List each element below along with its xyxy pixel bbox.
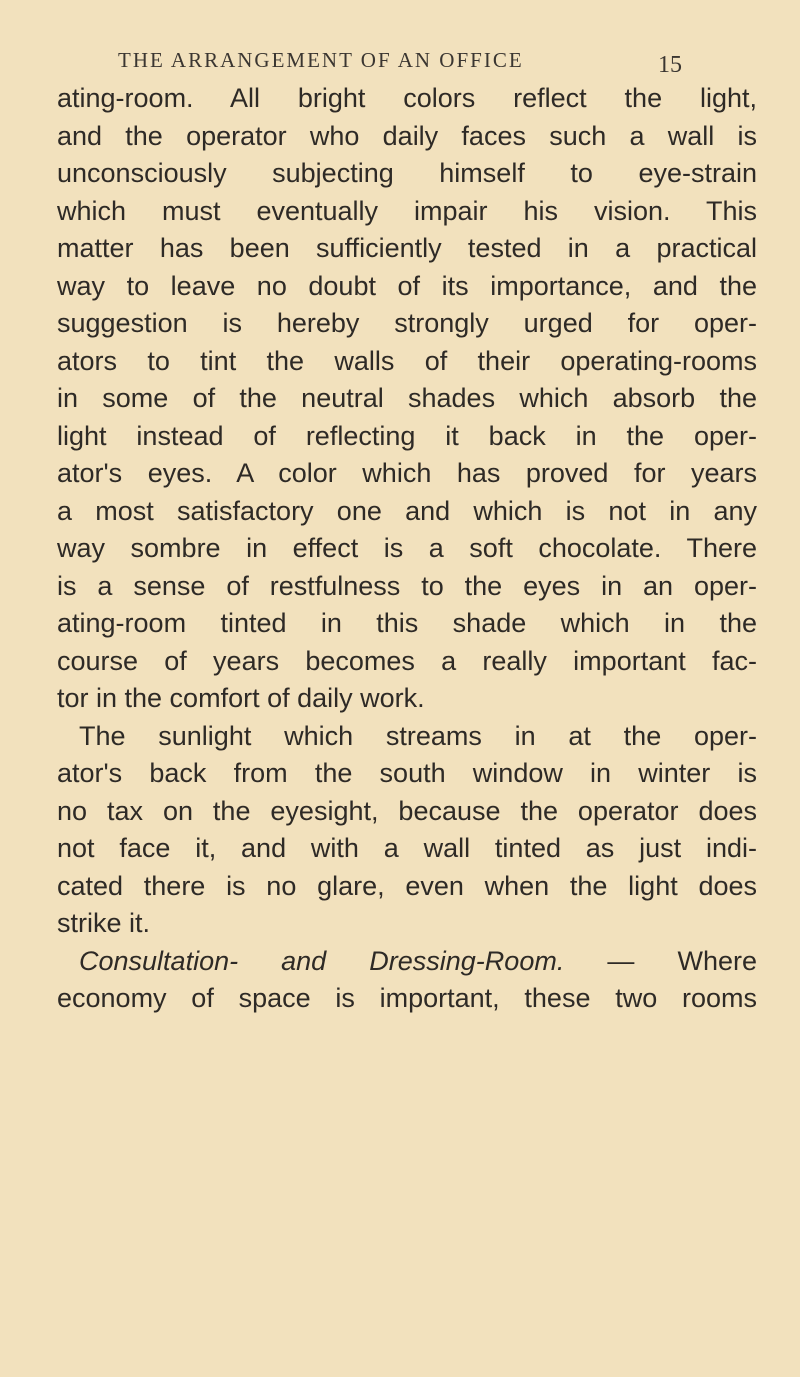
paragraph [57, 943, 757, 1018]
text-line: which must eventually impair his vision. This [57, 195, 757, 226]
text-line: unconsciously subjecting himself to eye-strain [57, 158, 757, 188]
page-number: 15 [658, 52, 682, 78]
running-title: THE ARRANGEMENT OF AN OFFICE [118, 48, 524, 72]
heading-continuation: — Where [564, 945, 757, 976]
paragraph [57, 80, 757, 718]
text-line: The sunlight which streams in at the oper- [79, 720, 757, 751]
paragraph [57, 718, 757, 943]
text-line: way sombre in effect is a soft chocolate. There [57, 533, 757, 563]
text-line: tor in the comfort of daily work. [57, 683, 425, 713]
text-line: a most satisfactory one and which is not in any [57, 495, 757, 526]
body-text [57, 80, 757, 1018]
text-line: strike it. [57, 908, 151, 938]
text-line: and the operator who daily faces such a wall is [57, 120, 757, 151]
text-line: way to leave no doubt of its importance, and the [57, 270, 757, 301]
text-line: light instead of reflecting it back in the oper- [57, 420, 757, 451]
text-line: course of years becomes a really important fac- [57, 645, 757, 676]
text-line: is a sense of restfulness to the eyes in an oper- [57, 570, 757, 601]
text-line: in some of the neutral shades which absorb the [57, 383, 757, 413]
text-line: ating-room tinted in this shade which in the [57, 608, 757, 638]
text-line: ator's back from the south window in winter is [57, 758, 757, 788]
text-line: not face it, and with a wall tinted as just indi- [57, 833, 757, 863]
text-line: no tax on the eyesight, because the operator does [57, 795, 757, 826]
text-line [57, 943, 757, 981]
text-line: suggestion is hereby strongly urged for oper- [57, 308, 757, 338]
text-line: ating-room. All bright colors reflect the light, [57, 83, 757, 113]
text-line: ators to tint the walls of their operating-rooms [57, 345, 757, 376]
section-heading: Consultation- and Dressing-Room. [79, 945, 565, 976]
text-line: ator's eyes. A color which has proved for years [57, 458, 757, 488]
text-line: cated there is no glare, even when the light does [57, 870, 757, 901]
text-line: economy of space is important, these two rooms [57, 983, 757, 1013]
text-line: matter has been sufficiently tested in a practical [57, 233, 757, 263]
